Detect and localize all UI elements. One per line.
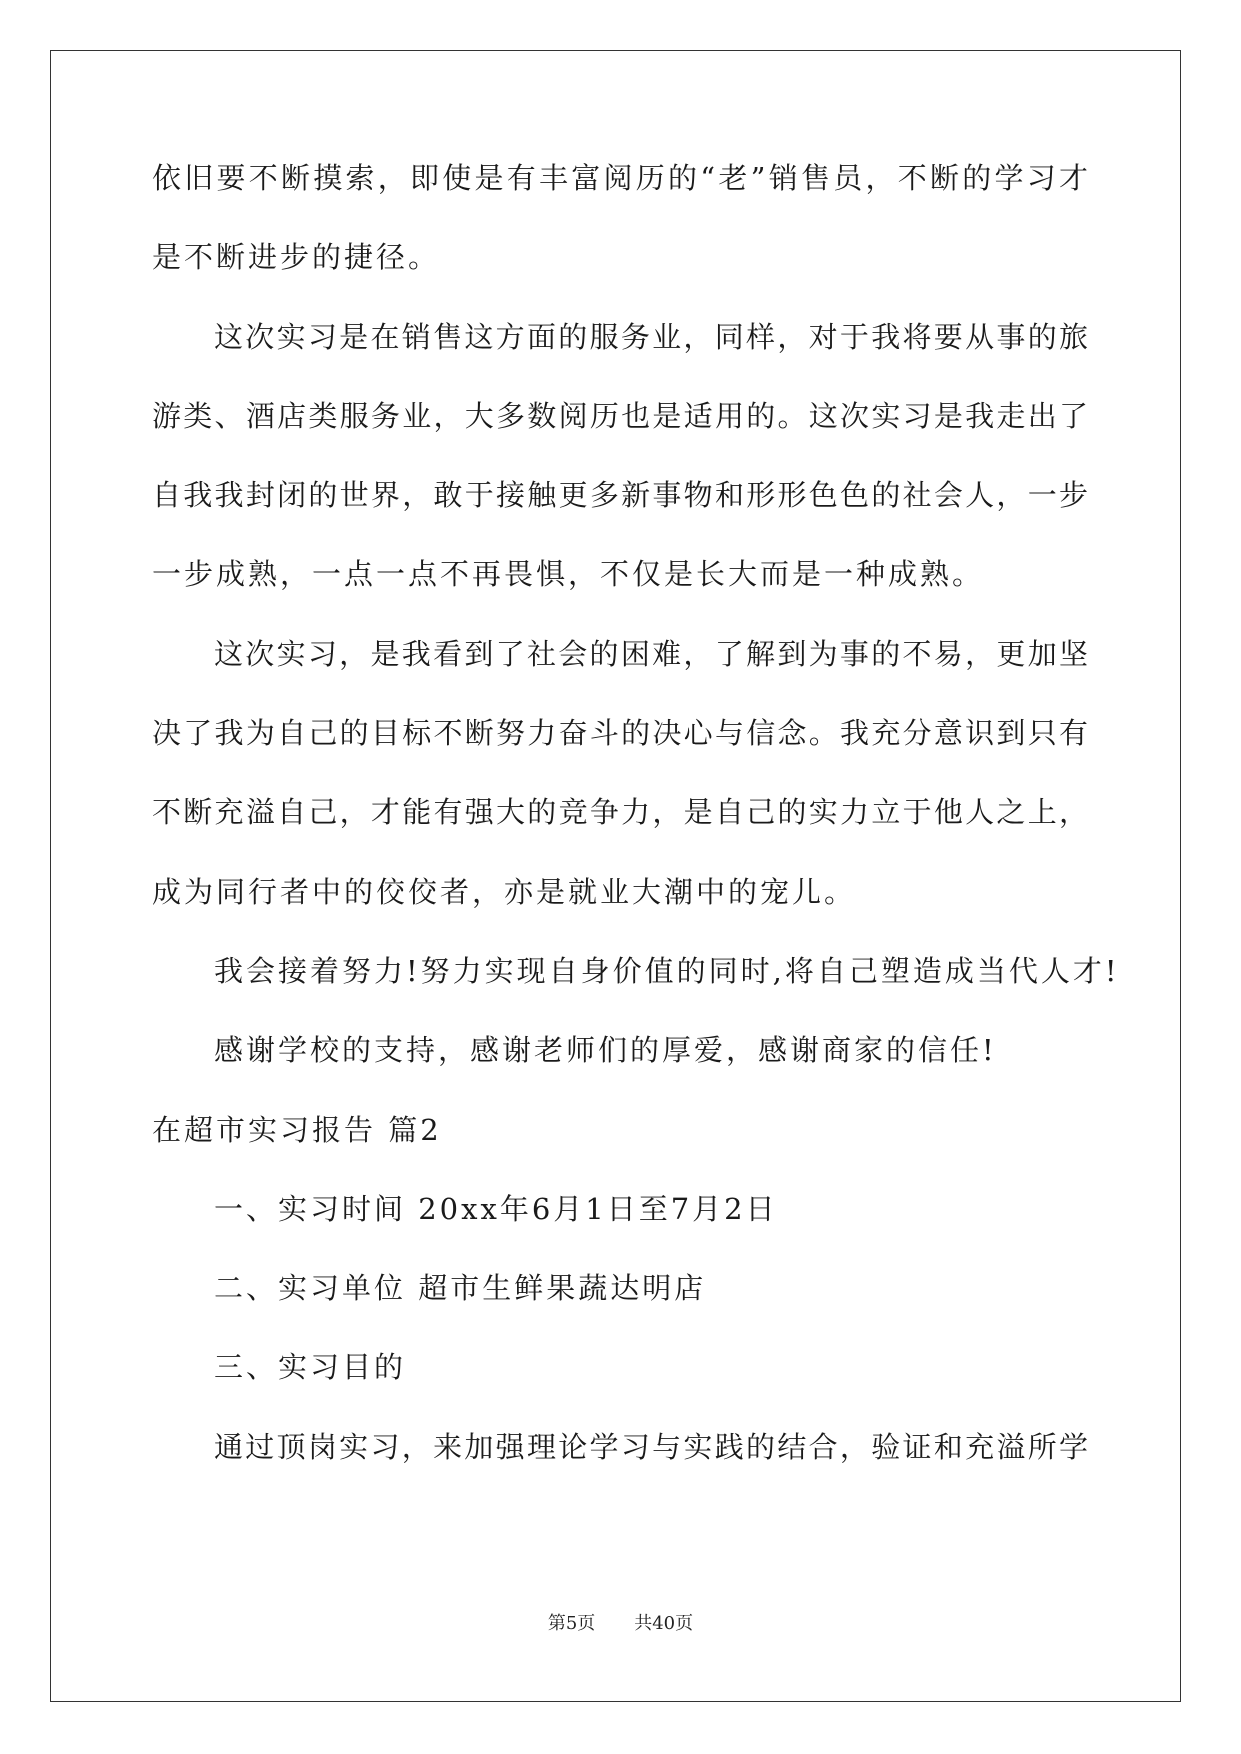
text-line: 决了我为自己的目标不断努力奋斗的决心与信念。我充分意识到只有 [152, 716, 1088, 751]
text-line: 这次实习是在销售这方面的服务业，同样，对于我将要从事的旅 [214, 319, 1088, 354]
text-line: 这次实习，是我看到了社会的困难，了解到为事的不易，更加坚 [214, 636, 1088, 671]
text-line: 一、实习时间 20xx年6月1日至7月2日 [214, 1191, 778, 1226]
page-number: 第5页 [547, 1613, 596, 1634]
page-footer [0, 1612, 1241, 1636]
text-line: 我会接着努力!努力实现自身价值的同时,将自己塑造成当代人才! [214, 953, 1120, 988]
section-heading: 在超市实习报告 篇2 [152, 1112, 442, 1147]
document-body [152, 158, 1120, 1506]
text-line: 游类、酒店类服务业，大多数阅历也是适用的。这次实习是我走出了 [152, 398, 1088, 433]
page-total: 共40页 [634, 1613, 694, 1634]
text-line: 是不断进步的捷径。 [152, 240, 441, 275]
text-line: 三、实习目的 [214, 1350, 407, 1385]
text-line: 一步成熟，一点一点不再畏惧，不仅是长大而是一种成熟。 [152, 557, 985, 592]
text-line: 通过顶岗实习，来加强理论学习与实践的结合，验证和充溢所学 [214, 1429, 1088, 1464]
text-line: 依旧要不断摸索，即使是有丰富阅历的“老”销售员，不断的学习才 [152, 161, 1088, 195]
text-line: 成为同行者中的佼佼者，亦是就业大潮中的宠儿。 [152, 874, 857, 909]
text-line: 二、实习单位 超市生鲜果蔬达明店 [214, 1271, 707, 1306]
text-line: 不断充溢自己，才能有强大的竞争力，是自己的实力立于他人之上， [152, 795, 1088, 830]
text-line: 自我我封闭的世界，敢于接触更多新事物和形形色色的社会人，一步 [152, 478, 1088, 513]
text-line: 感谢学校的支持，感谢老师们的厚爱，感谢商家的信任! [214, 1033, 997, 1068]
